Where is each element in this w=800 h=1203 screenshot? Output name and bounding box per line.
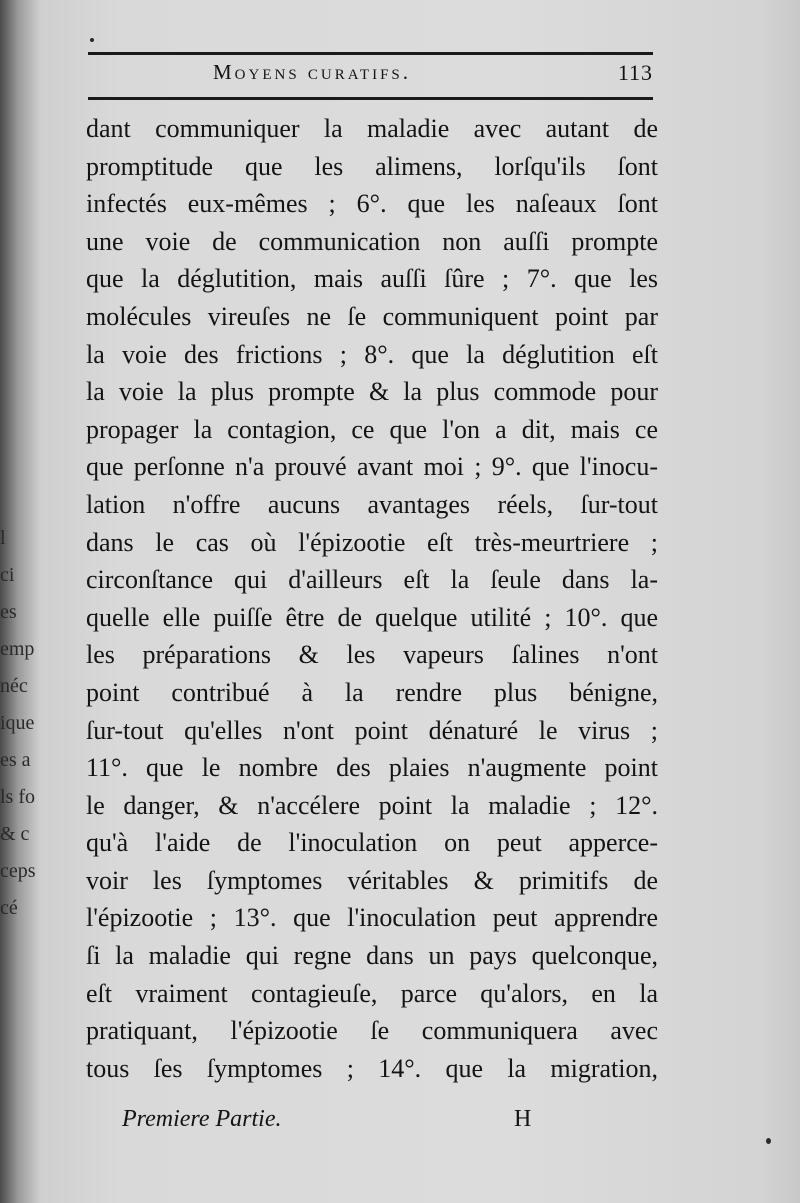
text-line: eſt vraiment contagieuſe, parce qu'alors, en la xyxy=(86,978,658,1008)
text-line: dant communiquer la maladie avec autant de xyxy=(86,114,658,143)
running-title: Moyens curatifs. xyxy=(213,60,412,84)
signature-part-label: Premiere Partie. xyxy=(122,1106,282,1132)
ink-speck xyxy=(90,38,94,42)
page-footer xyxy=(122,1106,542,1140)
margin-fragment: cé xyxy=(0,897,18,919)
margin-fragment: l xyxy=(0,527,6,549)
text-line: le danger, & n'accélere point la maladie ; 12°. xyxy=(86,790,658,820)
text-line: dans le cas où l'épizootie eſt très-meurtriere ; xyxy=(86,527,658,557)
page-number: 113 xyxy=(617,60,653,85)
text-line: que perſonne n'a prouvé avant moi ; 9°. que l'inocu- xyxy=(86,452,658,482)
text-line: qu'à l'aide de l'inoculation on peut apperce- xyxy=(86,828,658,858)
text-line: l'épizootie ; 13°. que l'inoculation peut apprendre xyxy=(86,903,658,933)
margin-fragment: es xyxy=(0,601,17,623)
text-line: molécules vireuſes ne ſe communiquent point par xyxy=(86,301,658,331)
previous-page-margin xyxy=(0,520,42,1203)
signature-mark: H xyxy=(514,1106,532,1132)
margin-fragment: ci xyxy=(0,564,15,586)
text-line: promptitude que les alimens, lorſqu'ils ſont xyxy=(86,151,658,181)
header-rule-bottom xyxy=(88,97,653,100)
text-line: que la déglutition, mais auſſi ſûre ; 7°. que les xyxy=(86,264,658,294)
margin-fragment: néc xyxy=(0,675,28,697)
margin-fragment: ique xyxy=(0,712,35,734)
margin-fragment: ls fo xyxy=(0,786,35,808)
body-text xyxy=(86,110,658,1087)
text-line: lation n'offre aucuns avantages réels, ſur-tout xyxy=(86,489,658,519)
running-head xyxy=(88,58,653,94)
margin-fragment: es a xyxy=(0,749,31,771)
text-line: tous ſes ſymptomes ; 14°. que la migration, xyxy=(86,1053,658,1083)
margin-fragment: ceps xyxy=(0,860,36,882)
text-line: la voie des frictions ; 8°. que la déglutition eſt xyxy=(86,339,658,369)
ink-speck xyxy=(766,1138,771,1144)
text-line: point contribué à la rendre plus bénigne, xyxy=(86,677,658,707)
text-line: ſi la maladie qui regne dans un pays quelconque, xyxy=(86,941,658,971)
text-line: circonſtance qui d'ailleurs eſt la ſeule dans la- xyxy=(86,565,658,595)
text-line: pratiquant, l'épizootie ſe communiquera avec xyxy=(86,1016,658,1046)
margin-fragment: & c xyxy=(0,823,30,845)
text-line: les préparations & les vapeurs ſalines n'ont xyxy=(86,640,658,670)
text-line: une voie de communication non auſſi prompte xyxy=(86,226,658,256)
text-line: voir les ſymptomes véritables & primitifs de xyxy=(86,865,658,895)
text-line: propager la contagion, ce que l'on a dit, mais ce xyxy=(86,414,658,444)
text-line: quelle elle puiſſe être de quelque utilité ; 10°. que xyxy=(86,602,658,632)
margin-fragment: emp xyxy=(0,638,35,660)
text-line: ſur-tout qu'elles n'ont point dénaturé le virus ; xyxy=(86,715,658,745)
text-line: 11°. que le nombre des plaies n'augmente point xyxy=(86,753,658,783)
text-line: la voie la plus prompte & la plus commode pour xyxy=(86,377,658,407)
text-line: infectés eux-mêmes ; 6°. que les naſeaux ſont xyxy=(86,189,658,219)
header-rule-top xyxy=(88,52,653,55)
